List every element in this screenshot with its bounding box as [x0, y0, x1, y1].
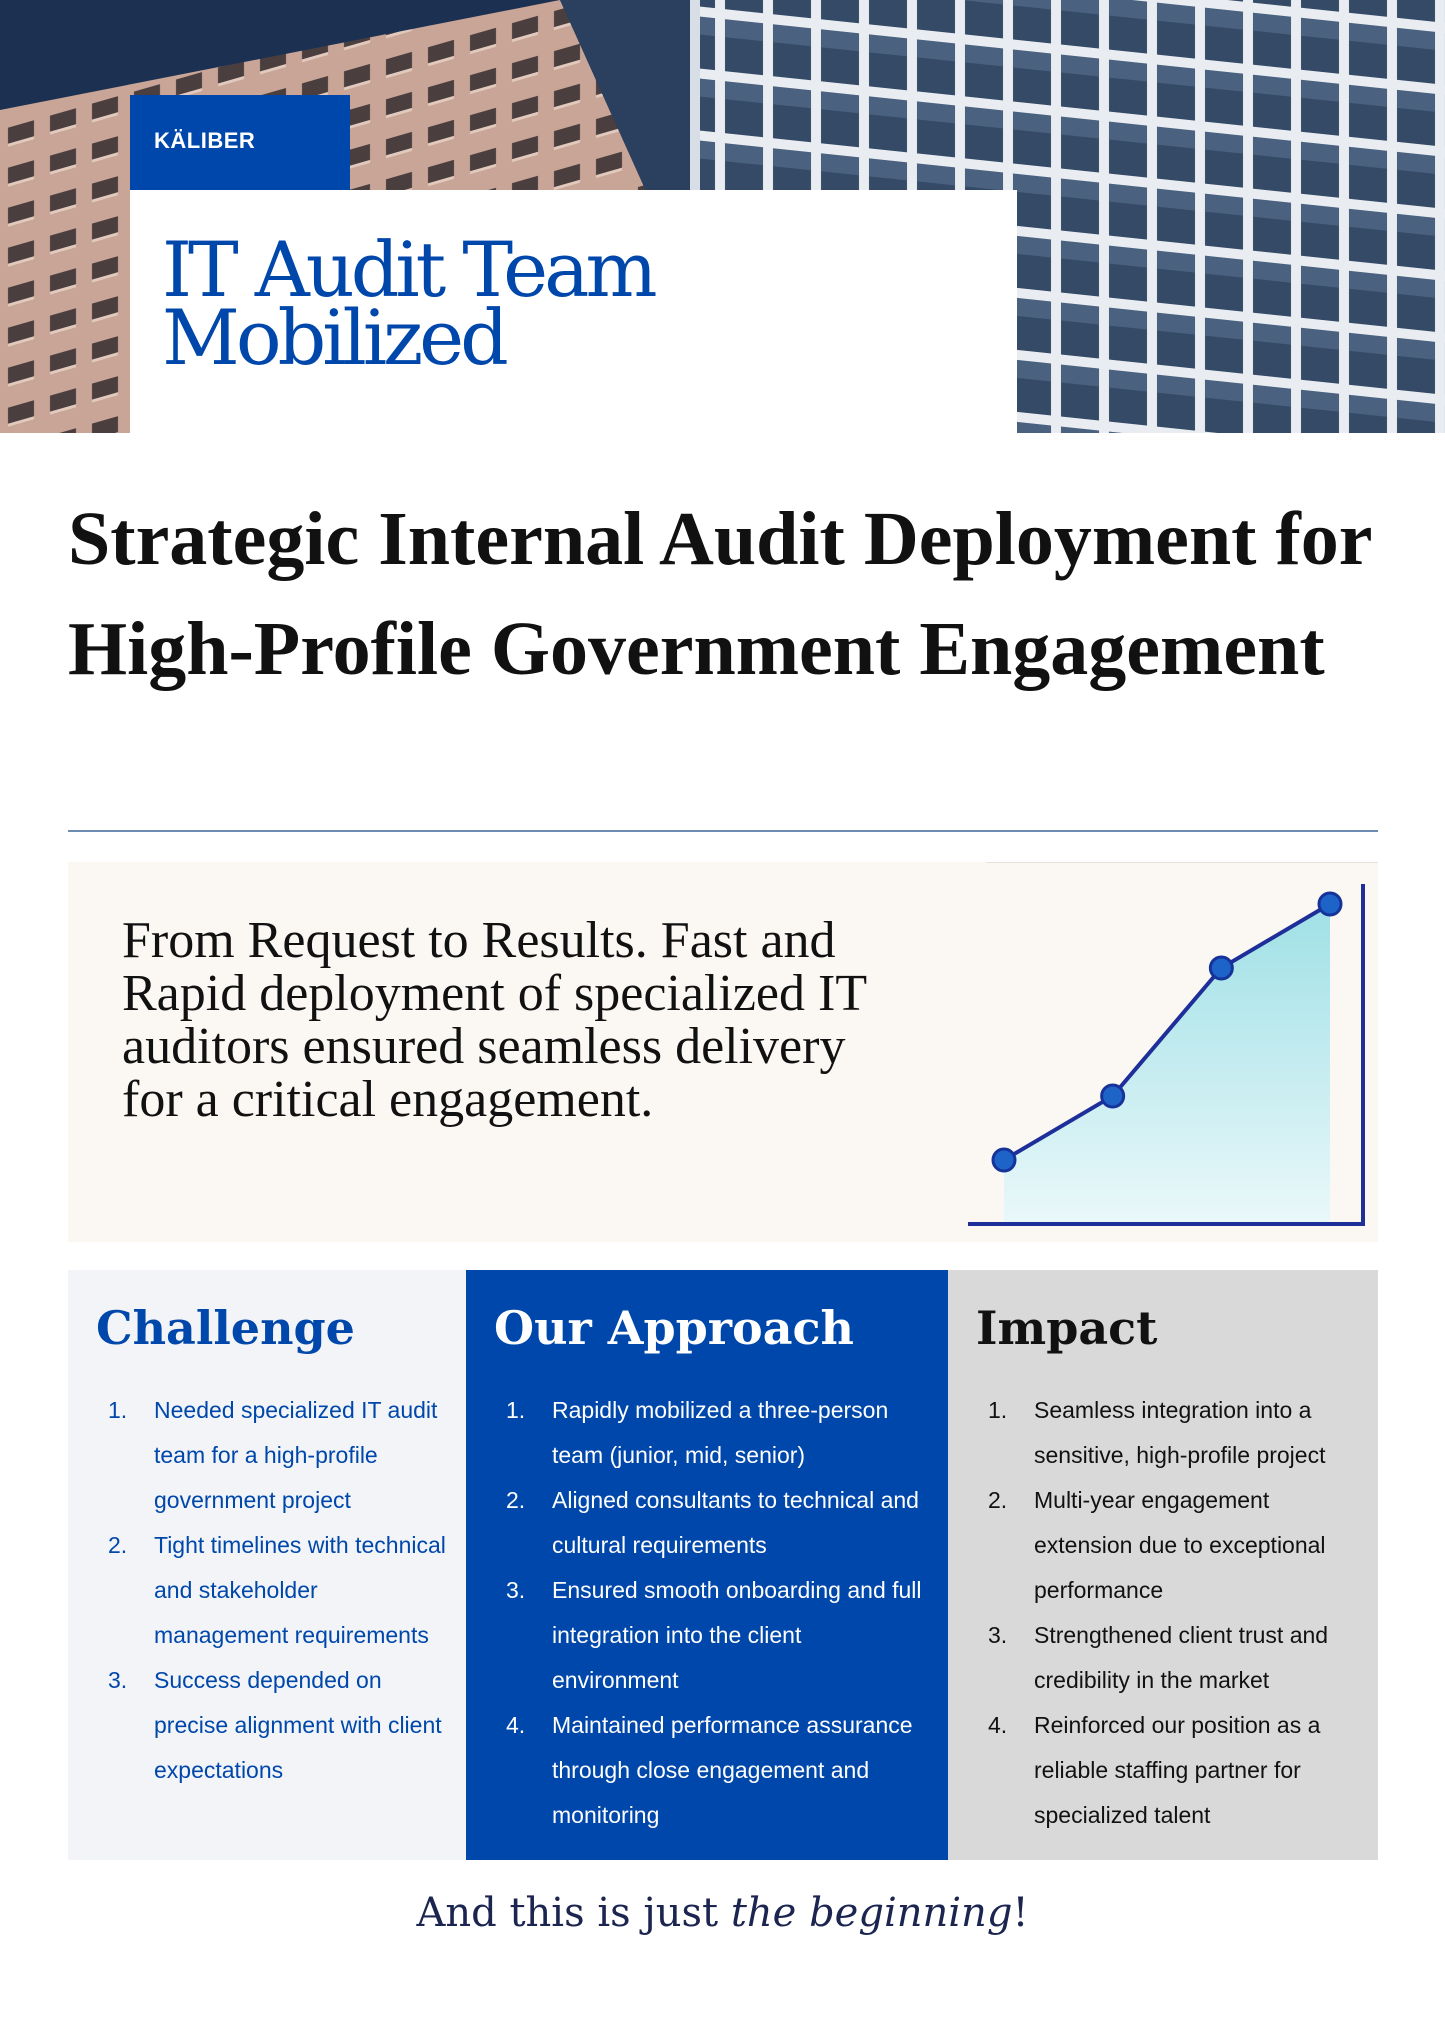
list-number: 4. [988, 1712, 1008, 1738]
list-number: 4. [506, 1712, 526, 1738]
list-number: 1. [988, 1397, 1008, 1423]
tagline-lead: And this is just [416, 1890, 731, 1936]
list-item [506, 1388, 926, 1478]
list-number: 3. [988, 1622, 1008, 1648]
hero-banner [0, 0, 1445, 433]
chart-point-4 [1319, 893, 1341, 915]
approach-column [466, 1270, 948, 1860]
list-item [108, 1523, 448, 1658]
list-number: 2. [108, 1532, 128, 1558]
list-text: Multi-year engagement extension due to exceptional performance [1034, 1487, 1326, 1603]
list-number: 1. [506, 1397, 526, 1423]
list-text: Strengthened client trust and credibility in the market [1034, 1622, 1329, 1693]
chart-point-3 [1210, 957, 1232, 979]
list-item [988, 1703, 1368, 1838]
hero-title: IT Audit Team Mobilized [162, 225, 654, 382]
growth-chart [68, 862, 1378, 1242]
challenge-title: Challenge [96, 1301, 355, 1355]
summary-callout [68, 862, 1378, 1242]
list-text: Success depended on precise alignment with client expectations [154, 1667, 442, 1783]
chart-area [1004, 904, 1330, 1224]
list-item [988, 1613, 1368, 1703]
list-text: Seamless integration into a sensitive, high-profile project [1034, 1397, 1326, 1468]
brand-logo: KÄLIBER [130, 95, 350, 190]
closing-tagline [0, 1890, 1445, 1936]
impact-column [948, 1270, 1378, 1860]
list-number: 1. [108, 1397, 128, 1423]
list-number: 2. [506, 1487, 526, 1513]
list-item [108, 1388, 448, 1523]
list-item [506, 1703, 926, 1838]
list-number: 3. [108, 1667, 128, 1693]
callout-text: From Request to Results. Fast and Rapid deployment of specialized IT auditors ensured seamless delivery for a critical engagement. [122, 912, 867, 1128]
tagline-trail: ! [1012, 1890, 1029, 1936]
list-text: Ensured smooth onboarding and full integration into the client environment [552, 1577, 922, 1693]
approach-list [506, 1388, 926, 1838]
list-number: 3. [506, 1577, 526, 1603]
list-text: Tight timelines with technical and stakeholder management requirements [154, 1532, 446, 1648]
list-item [108, 1658, 448, 1793]
challenge-list [108, 1388, 448, 1793]
chart-point-1 [993, 1149, 1015, 1171]
impact-title: Impact [976, 1301, 1158, 1355]
list-item [506, 1568, 926, 1703]
list-item [506, 1478, 926, 1568]
approach-title: Our Approach [494, 1301, 854, 1355]
list-text: Aligned consultants to technical and cultural requirements [552, 1487, 919, 1558]
page-headline: Strategic Internal Audit Deployment for High-Profile Government Engagement [68, 497, 1372, 691]
list-item [988, 1478, 1368, 1613]
list-text: Maintained performance assurance through close engagement and monitoring [552, 1712, 913, 1828]
challenge-column [68, 1270, 466, 1860]
impact-list [988, 1388, 1368, 1838]
list-text: Reinforced our position as a reliable staffing partner for specialized talent [1034, 1712, 1321, 1828]
list-text: Rapidly mobilized a three-person team (junior, mid, senior) [552, 1397, 889, 1468]
list-text: Needed specialized IT audit team for a high-profile government project [154, 1397, 438, 1513]
list-number: 2. [988, 1487, 1008, 1513]
hero-title-box [130, 190, 1017, 433]
chart-point-2 [1102, 1085, 1124, 1107]
section-divider [68, 830, 1378, 832]
tagline-emphasis: the beginning [730, 1890, 1013, 1936]
list-item [988, 1388, 1368, 1478]
